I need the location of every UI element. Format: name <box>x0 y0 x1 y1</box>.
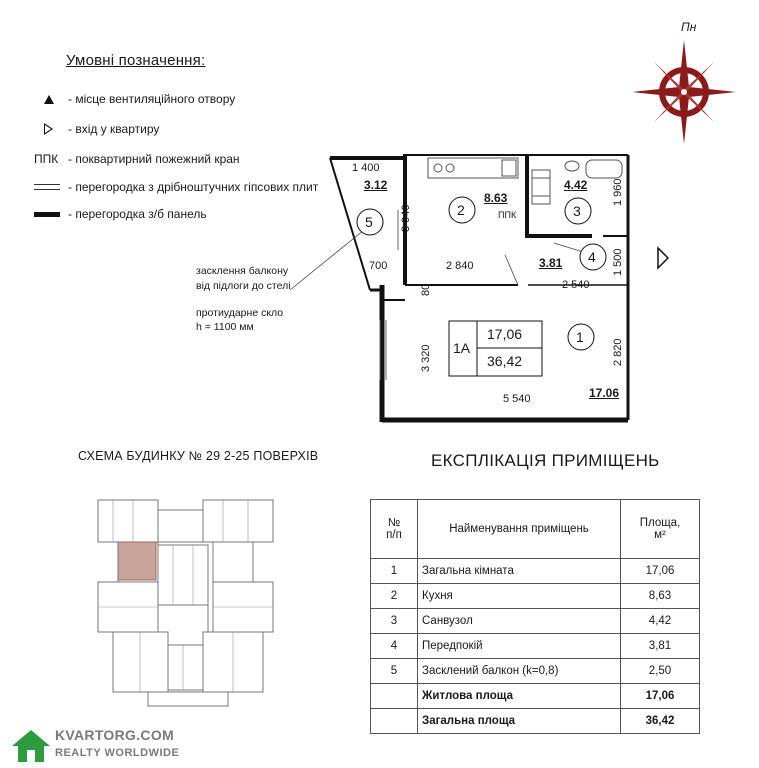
row-number-empty <box>371 684 418 709</box>
room-number-5: 5 <box>365 214 373 230</box>
row-number-empty <box>371 709 418 734</box>
header-area <box>621 500 700 559</box>
header-number <box>371 500 418 559</box>
balcony-note-line2: від підлоги до стелі <box>196 280 291 292</box>
row-name: Кухня <box>418 584 621 609</box>
table-total-row <box>371 684 700 709</box>
legend-label: - вхід у квартиру <box>68 122 160 136</box>
total-name: Житлова площа <box>418 684 621 709</box>
room-number-1: 1 <box>576 329 584 345</box>
dim-3040: 3 040 <box>400 204 412 232</box>
area-room-4: 3.81 <box>539 256 563 270</box>
dim-1500: 1 500 <box>612 248 624 276</box>
dim-2820: 2 820 <box>612 338 624 366</box>
header-number-line2: п/п <box>386 529 402 541</box>
row-number: 2 <box>371 584 418 609</box>
area-room-1: 17.06 <box>589 386 620 400</box>
header-name: Найменування приміщень <box>418 500 621 559</box>
row-area: 17,06 <box>621 559 700 584</box>
area-room-5: 3.12 <box>364 178 388 192</box>
row-name: Загальна кімната <box>418 559 621 584</box>
row-area: 4,42 <box>621 609 700 634</box>
house-logo-icon <box>10 728 52 764</box>
area-room-3: 4.42 <box>564 178 588 192</box>
dim-3320: 3 320 <box>420 344 432 372</box>
apartment-total-area: 36,42 <box>487 353 523 369</box>
header-area-line2: м² <box>654 529 666 541</box>
legend-title: Умовні позначення: <box>66 52 206 69</box>
balcony-note-line1: засклення балкону <box>196 265 289 277</box>
row-number: 5 <box>371 659 418 684</box>
scheme-title: СХЕМА БУДИНКУ № 29 2-25 ПОВЕРХІВ <box>78 449 319 463</box>
total-area: 17,06 <box>621 684 700 709</box>
row-area: 8,63 <box>621 584 700 609</box>
table-row <box>371 584 700 609</box>
room-number-3: 3 <box>573 203 581 219</box>
explication-table <box>370 499 700 734</box>
row-area: 3,81 <box>621 634 700 659</box>
dim-1400: 1 400 <box>352 162 380 174</box>
dim-1960: 1 960 <box>612 178 624 206</box>
entrance-icon <box>658 248 668 268</box>
row-number: 3 <box>371 609 418 634</box>
ppk-symbol: ППК <box>34 152 59 166</box>
glass-note-line2: h = 1100 мм <box>196 321 254 333</box>
area-room-2: 8.63 <box>484 191 508 205</box>
row-name: Санвузол <box>418 609 621 634</box>
legend-label: - місце вентиляційного отвору <box>68 92 236 106</box>
table-row <box>371 634 700 659</box>
table-row <box>371 609 700 634</box>
dim-2840: 2 840 <box>446 260 474 272</box>
header-area-line1: Площа, <box>639 517 681 529</box>
room-number-2: 2 <box>457 202 465 218</box>
row-name: Засклений балкон (k=0,8) <box>418 659 621 684</box>
table-header-row <box>371 500 700 559</box>
dim-700: 700 <box>369 260 388 272</box>
total-area: 36,42 <box>621 709 700 734</box>
apartment-living-area: 17,06 <box>487 326 523 342</box>
dim-2540: 2 540 <box>562 279 590 291</box>
table-row <box>371 559 700 584</box>
row-number: 4 <box>371 634 418 659</box>
row-name: Передпокій <box>418 634 621 659</box>
row-area: 2,50 <box>621 659 700 684</box>
building-scheme <box>93 490 283 710</box>
dim-80: 80 <box>420 283 432 296</box>
header-number-line1: № <box>387 517 401 529</box>
compass-north-label: Пн <box>681 20 697 34</box>
apartment-type: 1А <box>453 340 471 356</box>
legend-label: - перегородка з дрібноштучних гіпсових плит <box>68 180 319 194</box>
highlighted-apartment <box>118 542 156 580</box>
ppk-marker: ППК <box>498 210 517 220</box>
table-total-row <box>371 709 700 734</box>
watermark-line1: KVARTORG.COM <box>55 727 174 743</box>
watermark-line2: REALTY WORLDWIDE <box>55 747 180 759</box>
room-number-4: 4 <box>588 249 596 265</box>
glass-note-line1: протиударне скло <box>196 307 284 319</box>
legend-label: - поквартирний пожежний кран <box>68 152 240 166</box>
dim-5540: 5 540 <box>503 393 531 405</box>
row-number: 1 <box>371 559 418 584</box>
total-name: Загальна площа <box>418 709 621 734</box>
legend-label: - перегородка з/б панель <box>68 207 207 221</box>
table-row <box>371 659 700 684</box>
explication-title: ЕКСПЛІКАЦІЯ ПРИМІЩЕНЬ <box>431 451 660 470</box>
